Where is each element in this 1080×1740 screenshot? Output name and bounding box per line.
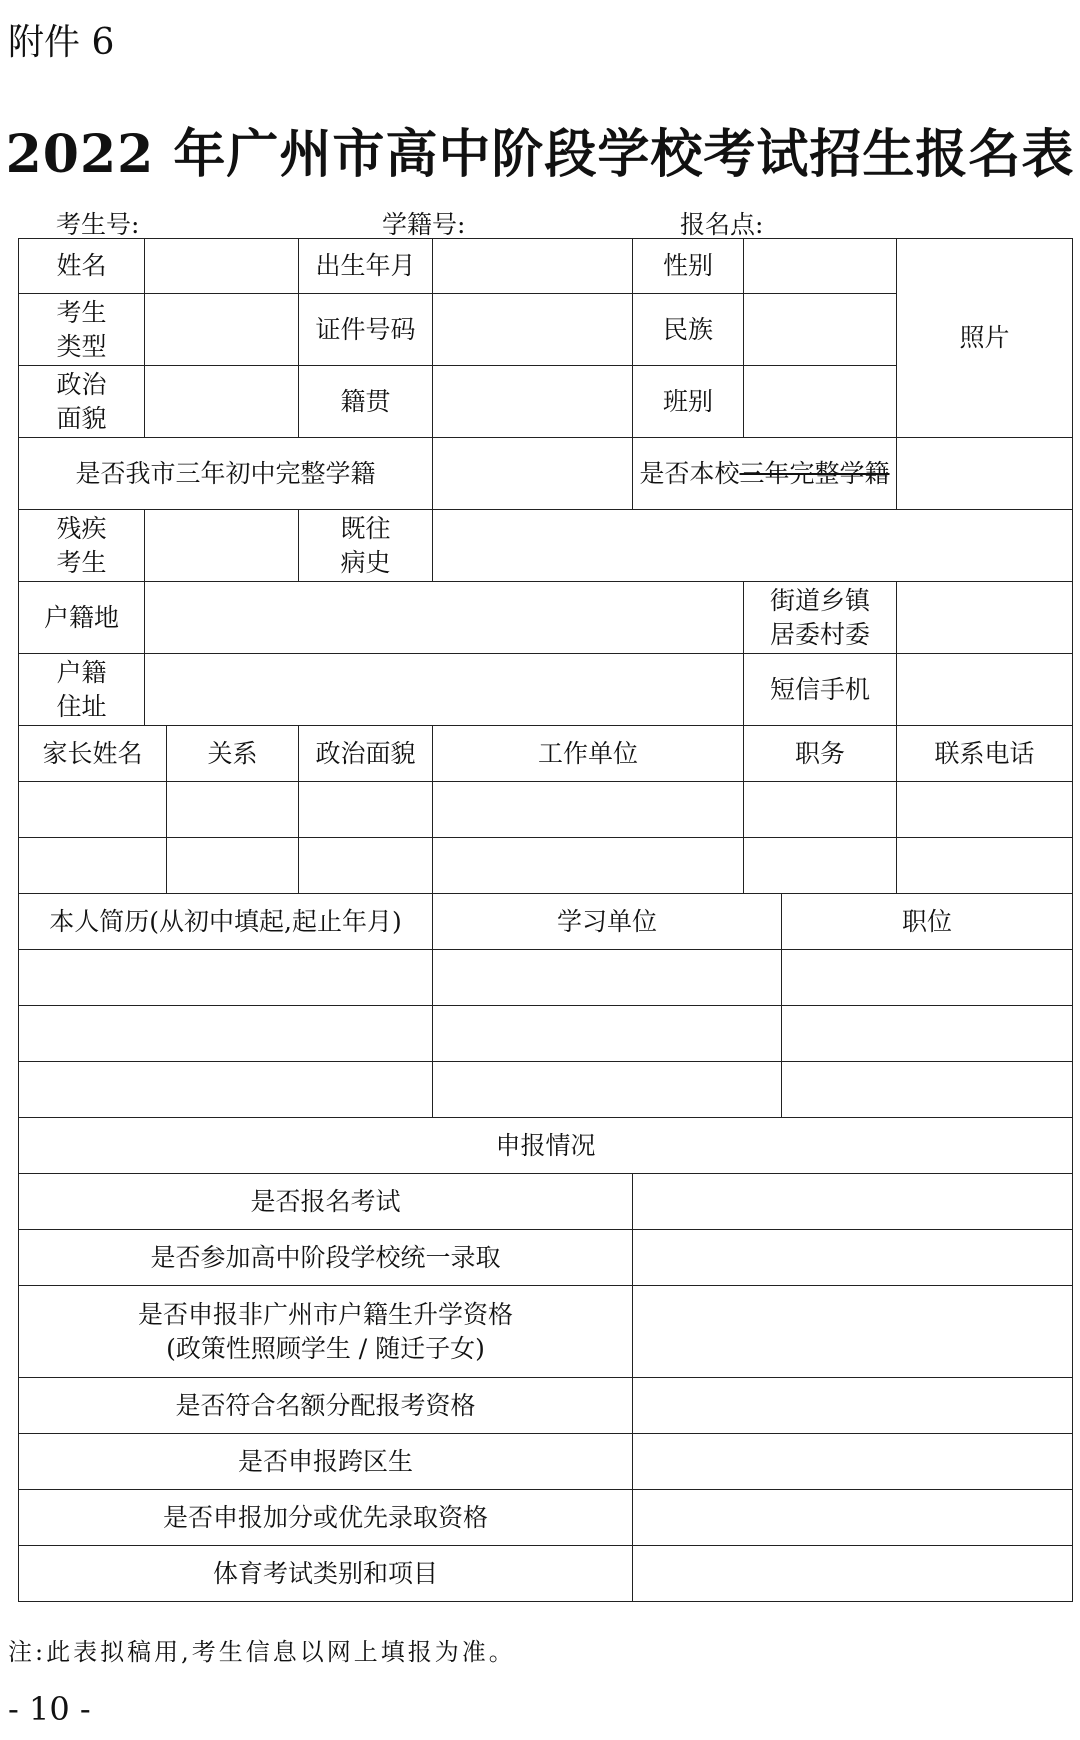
resume-period-field[interactable] [19, 1062, 433, 1118]
resume-header-school: 学习单位 [433, 894, 782, 950]
family-relation-field[interactable] [167, 782, 299, 838]
disabled-label: 残疾 考生 [19, 510, 145, 582]
apply-item-field[interactable] [633, 1490, 1073, 1546]
resume-row [19, 1062, 1073, 1118]
form-title: 2022 年广州市高中阶段学校考试招生报名表 [5, 124, 1075, 185]
native-place-field[interactable] [433, 366, 633, 438]
family-name-field[interactable] [19, 838, 167, 894]
attachment-label: 附件 6 [8, 22, 115, 63]
medical-history-label: 既往 病史 [299, 510, 433, 582]
registration-form-table [18, 238, 1073, 1602]
gender-label: 性别 [633, 239, 744, 294]
apply-item-field[interactable] [633, 1174, 1073, 1230]
resume-school-field[interactable] [433, 1062, 782, 1118]
footnote: 注:此表拟稿用,考生信息以网上填报为准。 [8, 1638, 516, 1666]
resume-period-field[interactable] [19, 950, 433, 1006]
class-label: 班别 [633, 366, 744, 438]
student-number-label: 学籍号: [382, 210, 466, 239]
family-phone-field[interactable] [897, 838, 1073, 894]
resume-school-field[interactable] [433, 950, 782, 1006]
resume-period-field[interactable] [19, 1006, 433, 1062]
registration-site-label: 报名点: [680, 210, 764, 239]
family-name-field[interactable] [19, 782, 167, 838]
hukou-field[interactable] [145, 582, 744, 654]
apply-item-field[interactable] [633, 1434, 1073, 1490]
family-position-field[interactable] [744, 838, 897, 894]
family-row [19, 838, 1073, 894]
ethnicity-field[interactable] [744, 294, 897, 366]
type-field[interactable] [145, 294, 299, 366]
family-header-employer: 工作单位 [433, 726, 744, 782]
apply-section-title: 申报情况 [19, 1118, 1073, 1174]
disabled-field[interactable] [145, 510, 299, 582]
resume-position-field[interactable] [782, 950, 1073, 1006]
political-label: 政治 面貌 [19, 366, 145, 438]
page-number: - 10 - [8, 1690, 91, 1728]
family-header-phone: 联系电话 [897, 726, 1073, 782]
id-number-field[interactable] [433, 294, 633, 366]
apply-item-label: 是否符合名额分配报考资格 [19, 1378, 633, 1434]
name-field[interactable] [145, 239, 299, 294]
native-place-label: 籍贯 [299, 366, 433, 438]
medical-history-field[interactable] [433, 510, 1073, 582]
school-3yr-record-label [633, 438, 897, 510]
school-3yr-record-label-struck: 三年完整学籍 [739, 458, 890, 488]
city-3yr-record-field[interactable] [433, 438, 633, 510]
apply-item-label: 是否申报跨区生 [19, 1434, 633, 1490]
family-phone-field[interactable] [897, 782, 1073, 838]
family-employer-field[interactable] [433, 838, 744, 894]
political-field[interactable] [145, 366, 299, 438]
family-header-name: 家长姓名 [19, 726, 167, 782]
birth-field[interactable] [433, 239, 633, 294]
family-political-field[interactable] [299, 782, 433, 838]
apply-item-field[interactable] [633, 1286, 1073, 1378]
hukou-label: 户籍地 [19, 582, 145, 654]
family-relation-field[interactable] [167, 838, 299, 894]
apply-item-label: 是否报名考试 [19, 1174, 633, 1230]
resume-school-field[interactable] [433, 1006, 782, 1062]
street-committee-field[interactable] [897, 582, 1073, 654]
family-employer-field[interactable] [433, 782, 744, 838]
resume-header-period: 本人简历(从初中填起,起止年月) [19, 894, 433, 950]
apply-item-label: 是否申报加分或优先录取资格 [19, 1490, 633, 1546]
class-field[interactable] [744, 366, 897, 438]
hukou-address-label: 户籍 住址 [19, 654, 145, 726]
city-3yr-record-label: 是否我市三年初中完整学籍 [19, 438, 433, 510]
apply-item-field[interactable] [633, 1546, 1073, 1602]
resume-row [19, 950, 1073, 1006]
name-label: 姓名 [19, 239, 145, 294]
birth-label: 出生年月 [299, 239, 433, 294]
school-3yr-record-field[interactable] [897, 438, 1073, 510]
sms-phone-label: 短信手机 [744, 654, 897, 726]
family-header-political: 政治面貌 [299, 726, 433, 782]
apply-item-field[interactable] [633, 1230, 1073, 1286]
ethnicity-label: 民族 [633, 294, 744, 366]
apply-item-label: 是否参加高中阶段学校统一录取 [19, 1230, 633, 1286]
exam-number-label: 考生号: [56, 210, 140, 239]
resume-row [19, 1006, 1073, 1062]
apply-item-label: 是否申报非广州市户籍生升学资格 (政策性照顾学生 / 随迁子女) [19, 1286, 633, 1378]
family-position-field[interactable] [744, 782, 897, 838]
family-political-field[interactable] [299, 838, 433, 894]
photo-box[interactable]: 照片 [897, 239, 1073, 438]
gender-field[interactable] [744, 239, 897, 294]
apply-item-field[interactable] [633, 1378, 1073, 1434]
resume-header-position: 职位 [782, 894, 1073, 950]
id-number-label: 证件号码 [299, 294, 433, 366]
resume-position-field[interactable] [782, 1006, 1073, 1062]
school-3yr-record-label-main: 是否本校 [639, 458, 740, 488]
street-committee-label: 街道乡镇 居委村委 [744, 582, 897, 654]
family-row [19, 782, 1073, 838]
type-label: 考生 类型 [19, 294, 145, 366]
sms-phone-field[interactable] [897, 654, 1073, 726]
family-header-position: 职务 [744, 726, 897, 782]
apply-item-label: 体育考试类别和项目 [19, 1546, 633, 1602]
hukou-address-field[interactable] [145, 654, 744, 726]
family-header-relation: 关系 [167, 726, 299, 782]
resume-position-field[interactable] [782, 1062, 1073, 1118]
